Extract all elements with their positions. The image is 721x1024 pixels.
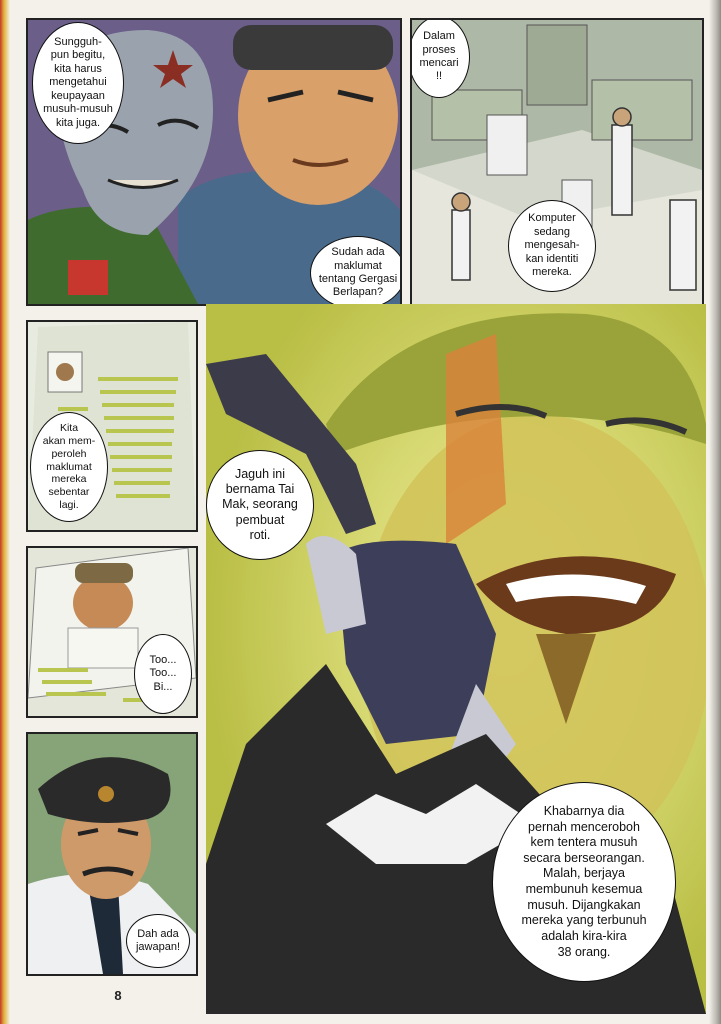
speech-bubble-searching: Dalam proses mencari !! [410,18,470,98]
page-number: 8 [114,988,122,1003]
speech-bubble-verifying: Komputer sedang mengesah- kan identiti mereka. [508,200,596,292]
speech-bubble-tai-mak-intro: Jaguh ini bernama Tai Mak, seorang pembuat roti. [206,450,314,560]
panel-villain-duo [26,18,402,306]
page-edge-right [709,0,721,1024]
panel-monitor-face [26,546,198,718]
panel-officer [26,732,198,976]
panel-tai-mak-splash [206,304,706,1014]
speech-bubble-answer: Dah ada jawapan! [126,914,190,968]
speech-bubble-toobi: Too... Too... Bi... [134,634,192,714]
panel-control-room [410,18,704,306]
speech-bubble-question: Sudah ada maklumat tentang Gergasi Berlapan? [310,236,402,306]
page-edge-left [0,0,10,1024]
speech-bubble-information: Kita akan mem- peroleh maklumat mereka sebentar lagi. [30,412,108,522]
speech-bubble-strategy: Sungguh- pun begitu, kita harus mengetahui keupayaan musuh-musuh kita juga. [32,22,124,144]
panel-monitor-data [26,320,198,532]
speech-bubble-tai-mak-feat: Khabarnya dia pernah menceroboh kem tentera musuh secara berseorangan. Malah, berjaya membunuh kesemua musuh. Dijangkakan mereka yang terbunuh adalah kira-kira 38 orang. [492,782,676,982]
